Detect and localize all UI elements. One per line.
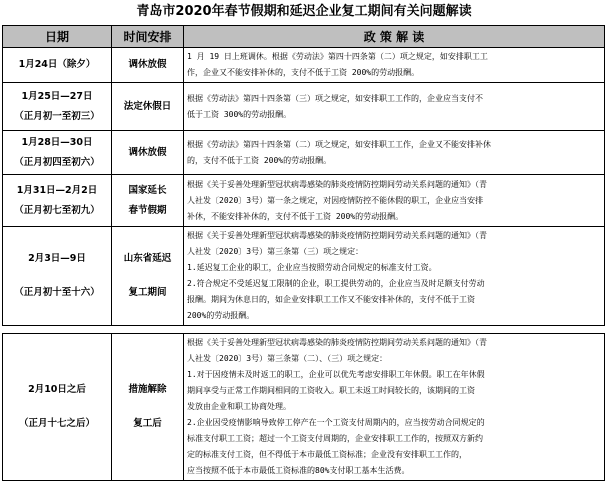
policy-cell-line: 1.对于因疫情未及时返工的职工，企业可以优先考虑安排职工年休假。职工在年休假 — [187, 370, 485, 379]
policy-cell-line: 发放由企业和职工协商处理。 — [187, 402, 291, 411]
policy-table — [2, 25, 605, 481]
arrangement-cell-line: 春节假期 — [128, 204, 167, 216]
arrangement-cell-line: 复工期间 — [128, 287, 167, 298]
date-cell — [3, 131, 112, 175]
arrangement-cell-line: 国家延长 — [128, 184, 167, 196]
policy-cell — [184, 334, 605, 481]
header-arrangement: 时间安排 — [112, 26, 184, 48]
policy-cell-line: 200%的劳动报酬。 — [187, 311, 255, 320]
policy-cell-line: 报酬。期间为休息日的，如企业安排职工工作又不能安排补休的，支付不低于工资 — [187, 295, 475, 304]
policy-cell-line: 人社发〔2020〕3号）第三条第（二）、（三）项之规定： — [187, 354, 388, 363]
policy-cell — [184, 131, 605, 175]
table-row — [3, 83, 605, 131]
arrangement-cell-line: 山东省延迟 — [123, 253, 172, 264]
table-row — [3, 334, 605, 481]
policy-cell-line: 标准支付职工工资；超过一个工资支付周期的，企业安排职工工作的，按照双方新约 — [187, 434, 483, 443]
policy-cell-line: 作，企业又不能安排补休的，支付不低于工资 200%的劳动报酬。 — [187, 68, 420, 77]
date-cell — [3, 175, 112, 227]
date-cell-line: 1月25日—27日 — [21, 90, 93, 102]
arrangement-cell-line: 调休放假 — [128, 59, 167, 70]
arrangement-cell-line: 措施解除 — [128, 384, 167, 395]
policy-cell-line: 根据《关于妥善处理新型冠状病毒感染的肺炎疫情防控期间劳动关系问题的通知》（青 — [187, 231, 487, 240]
policy-cell-line: 1 月 19 日上班调休。根据《劳动法》第四十四条第（二）项之规定，如安排职工工 — [187, 52, 488, 61]
policy-cell-line: 定的标准支付工资，但不得低于本市最低工资标准；企业没有安排职工工作的， — [187, 450, 467, 459]
header-policy: 政 策 解 读 — [184, 26, 605, 48]
date-cell-line: （正月初十至十六） — [14, 287, 100, 298]
date-cell — [3, 227, 112, 326]
policy-cell — [184, 83, 605, 131]
policy-cell-line: 根据《关于妥善处理新型冠状病毒感染的肺炎疫情防控期间劳动关系问题的通知》（青 — [187, 179, 487, 189]
arrangement-cell-line: 复工后 — [133, 418, 162, 429]
arrangement-cell — [112, 227, 184, 326]
spacer-row — [3, 326, 605, 334]
policy-cell-line: 人社发〔2020〕3号）第三条第（三）项之规定： — [187, 247, 364, 256]
header-date: 日期 — [3, 26, 112, 48]
policy-cell-line: 人社发〔2020〕3号）第一条之规定，对因疫情防控不能休假的职工，企业应当安排 — [187, 195, 484, 205]
policy-cell-line: 的，支付不低于工资 200%的劳动报酬。 — [187, 155, 332, 165]
table-row — [3, 227, 605, 326]
date-cell-line: 1月31日—2月2日 — [16, 184, 98, 196]
arrangement-cell-line: 调休放假 — [128, 146, 167, 158]
table-row — [3, 131, 605, 175]
policy-cell-line: 1.延迟复工企业的职工，企业应当按照劳动合同规定的标准支付工资。 — [187, 263, 437, 272]
arrangement-cell — [112, 83, 184, 131]
date-cell — [3, 83, 112, 131]
policy-cell-line: 应当按照不低于本市最低工资标准的80%支付职工基本生活费。 — [187, 466, 410, 475]
arrangement-cell — [112, 175, 184, 227]
policy-cell — [184, 175, 605, 227]
policy-cell-line: 根据《关于妥善处理新型冠状病毒感染的肺炎疫情防控期间劳动关系问题的通知》（青 — [187, 338, 487, 347]
date-cell-line: 1月28日—30日 — [21, 136, 93, 148]
policy-cell-line: 低于工资 300%的劳动报酬。 — [187, 109, 292, 119]
date-cell-line: 2月10日之后 — [28, 384, 86, 395]
arrangement-cell — [112, 131, 184, 175]
table-row — [3, 48, 605, 83]
policy-cell-line: 补休，不能安排补休的，支付不低于工资 200%的劳动报酬。 — [187, 211, 404, 221]
policy-cell — [184, 48, 605, 83]
policy-cell — [184, 227, 605, 326]
date-cell — [3, 48, 112, 83]
table-row — [3, 175, 605, 227]
arrangement-cell-line: 法定休假日 — [123, 100, 172, 112]
date-cell-line: 1月24日（除夕） — [18, 59, 96, 70]
policy-cell-line: 根据《劳动法》第四十四条第（二）项之规定，如安排职工工作，企业又不能安排补休 — [187, 139, 491, 149]
policy-cell-line: 期间享受与正常工作期间相同的工资收入。职工未返工时间较长的，该期间的工资 — [187, 386, 475, 395]
header-row — [3, 26, 605, 48]
policy-cell-line: 2.符合规定不受延迟复工限制的企业，职工提供劳动的，企业应当及时足额支付劳动 — [187, 279, 485, 288]
date-cell-line: （正月初七至初九） — [14, 204, 100, 216]
policy-cell-line: 根据《劳动法》第四十四条第（三）项之规定，如安排职工工作的，企业应当支付不 — [187, 93, 483, 103]
policy-cell-line: 2.企业因受疫情影响导致停工停产在一个工资支付周期内的，应当按劳动合同规定的 — [187, 418, 485, 427]
date-cell-line: （正月十七之后） — [18, 418, 95, 429]
date-cell — [3, 334, 112, 481]
page-title: 青岛市2020年春节假期和延迟企业复工期间有关问题解读 — [136, 4, 472, 19]
date-cell-line: （正月初四至初六） — [14, 156, 100, 168]
date-cell-line: 2月3日—9日 — [28, 253, 86, 264]
arrangement-cell — [112, 334, 184, 481]
arrangement-cell — [112, 48, 184, 83]
date-cell-line: （正月初一至初三） — [14, 110, 100, 122]
